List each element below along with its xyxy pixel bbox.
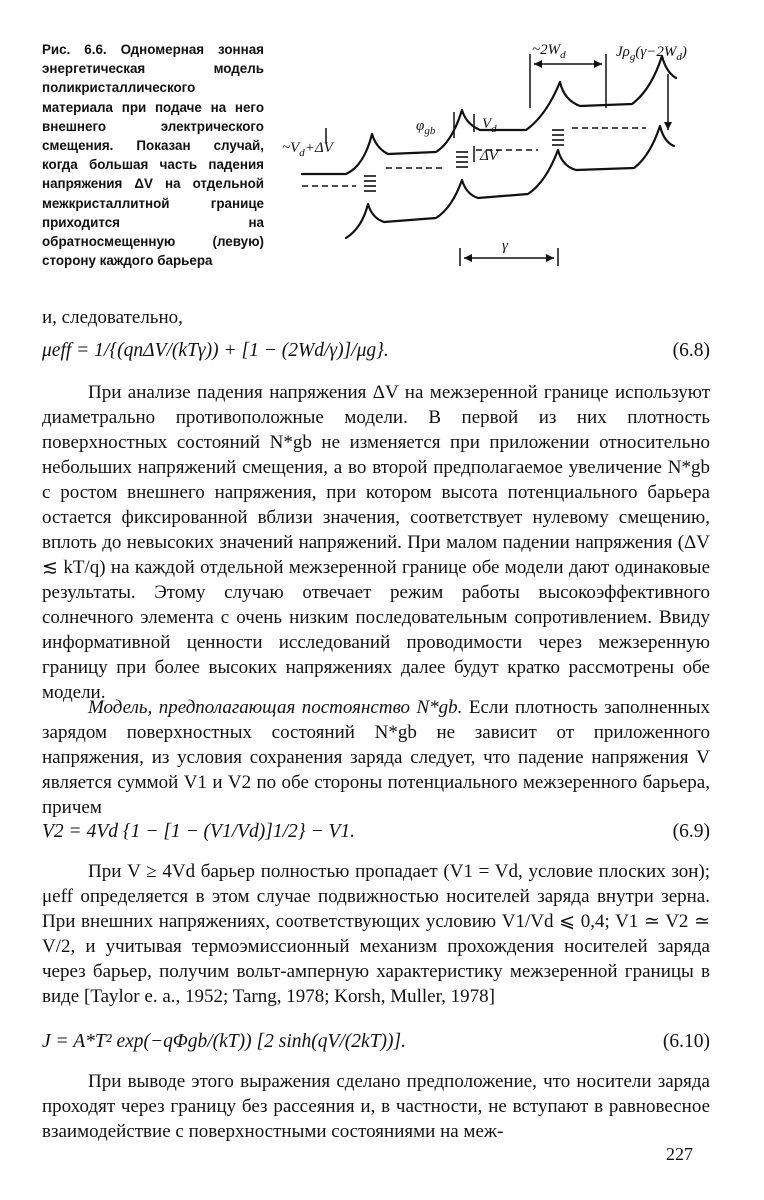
- band-diagram: [276, 38, 706, 278]
- intro-line: и, следовательно,: [42, 307, 183, 328]
- paragraph-1: При анализе падения напряжения ΔV на межзеренной границе используют диаметрально противоположные модели. В первой из них плотность поверхностных состояний N*gb не изменяется при приложении относительно небольших напряжений смещения, а во второй предполагаемое увеличение N*gb с ростом внешнего напряжения, при котором высота потенциального барьера остается фиксированной вблизи значения, соответствует нулевому смещению, вплоть до невысоких значений напряжений. При малом падении напряжения (ΔV ≲ kT/q) на каждой отдельной межзеренной границе обе модели дают одинаковые результаты. Этому случаю отвечает режим работы высокоэффективного солнечного элемента с очень низким последовательным сопротивлением. Ввиду информативной ценности исследований проводимости через межзеренную границу при более высоких напряжениях далее будут кратко рассмотрены обе модели.: [42, 382, 710, 703]
- band-diagram-figure: [276, 38, 706, 278]
- label-phi-gb: $\varphi_{gb}$: [416, 118, 436, 137]
- paragraph-2-text: Если плотность заполненных зарядом поверхностных состояний N*gb не зависит от приложенного напряжения, из условия сохранения заряда следует, что падение напряжения V является суммой V1 и V2 по обе стороны потенциального межзеренного барьера, причем: [42, 697, 710, 818]
- paragraph-2-title: Модель, предполагающая постоянство N*gb.: [88, 697, 463, 718]
- figure-caption-text: Одномерная зонная энергетическая модель поликристаллического материала при подаче на него внешнего электрического смещения. Показан случай, когда большая часть падения напряжения ΔV на отдельной межкристаллитной границе приходится на обратносмещенную (левую) сторону каждого барьера: [42, 42, 264, 269]
- label-delta-v: ΔV: [480, 148, 498, 164]
- paragraph-3: При V ≥ 4Vd барьер полностью пропадает (V1 = Vd, условие плоских зон); μeff определяется в этом случае подвижностью носителей заряда внутри зерна. При внешних напряжениях, соответствующих условию V1/Vd ⩽ 0,4; V1 ≃ V2 ≃ V/2, и учитывая термоэмиссионный механизм прохождения носителей заряда через барьер, получим вольт-амперную характеристику межзеренной границы в виде [Taylor e. a., 1952; Tarng, 1978; Korsh, Muller, 1978]: [42, 861, 710, 1007]
- label-vd: $V_d$: [482, 116, 497, 135]
- label-current: $J\rho_g(\gamma-2W_d)$: [616, 44, 687, 63]
- paragraph-4: При выводе этого выражения сделано предположение, что носители заряда проходят через границу без рассеяния и, в частности, не вступают в равновесное взаимодействие с поверхностными состояниями на меж-: [42, 1071, 710, 1142]
- figure-caption: [42, 40, 264, 270]
- label-left-voltage: $\sim V_d+\Delta V$: [282, 140, 333, 159]
- label-2wd: $\sim 2W_d$: [532, 42, 566, 61]
- label-gamma: γ: [502, 238, 508, 254]
- valence-band: [346, 126, 674, 238]
- book-page: Рис. 6.6. Одномерная зонная энергетическая модель поликристаллического материала при подаче на него внешнего электрического смещения. Показан случай, когда большая часть падения напряжения ΔV на отдельной межкристаллитной границе приходится на обратносмещенную (левую) сторону каждого барьера $\sim 2W_d$ $J\rho_g(\gamma-2W_d)$ $\varphi_{gb}$ $V_d$ $\sim V_d+\Delta V$ ΔV γ и, следовательно, μeff = 1/{(qnΔV/(kTγ)) + [1 − (2Wd/γ)]/μg}. (6.8) При анализе падения напряжения ΔV на межзеренной границе используют диаметрально противоположные модели. В первой из них плотность поверхностных состояний N*gb не изменяется при приложении относительно небольших напряжений смещения, а во второй предполагаемое увеличение N*gb с ростом внешнего напряжения, при котором высота потенциального барьера остается фиксированной вблизи значения, соответствует нулевому смещению, вплоть до невысоких значений напряжений. При малом падении напряжения (ΔV ≲ kT/q) на каждой отдельной межзеренной границе обе модели дают одинаковые результаты. Этому случаю отвечает режим работы высокоэффективного солнечного элемента с очень низким последовательным сопротивлением. Ввиду информативной ценности исследований проводимости через межзеренную границу при более высоких напряжениях далее будут кратко рассмотрены обе модели. Модель, предполагающая постоянство N*gb. Если плотность заполненных зарядом поверхностных состояний N*gb не зависит от приложенного напряжения, из условия сохранения заряда следует, что падение напряжения V является суммой V1 и V2 по обе стороны потенциального межзеренного барьера, причем V2 = 4Vd {1 − [1 − (V1/Vd)]1/2} − V1. (6.9) При V ≥ 4Vd барьер полностью пропадает (V1 = Vd, условие плоских зон); μeff определяется в этом случае подвижностью носителей заряда внутри зерна. При внешних напряжениях, соответствующих условию V1/Vd ⩽ 0,4; V1 ≃ V2 ≃ V/2, и учитывая термоэмиссионный механизм прохождения носителей заряда через барьер, получим вольт-амперную характеристику межзеренной границы в виде [Taylor e. a., 1952; Tarng, 1978; Korsh, Muller, 1978] J = A*T² exp(−qΦgb/(kT)) [2 sinh(qV/(2kT))]. (6.10) При выводе этого выражения сделано предположение, что носители заряда проходят через границу без рассеяния и, в частности, не вступают в равновесное взаимодействие с поверхностными состояниями на меж- 227: [0, 0, 764, 1200]
- paragraph-2: [42, 695, 710, 820]
- page-number: 227: [666, 1144, 693, 1164]
- figure-label: Рис. 6.6.: [42, 42, 107, 57]
